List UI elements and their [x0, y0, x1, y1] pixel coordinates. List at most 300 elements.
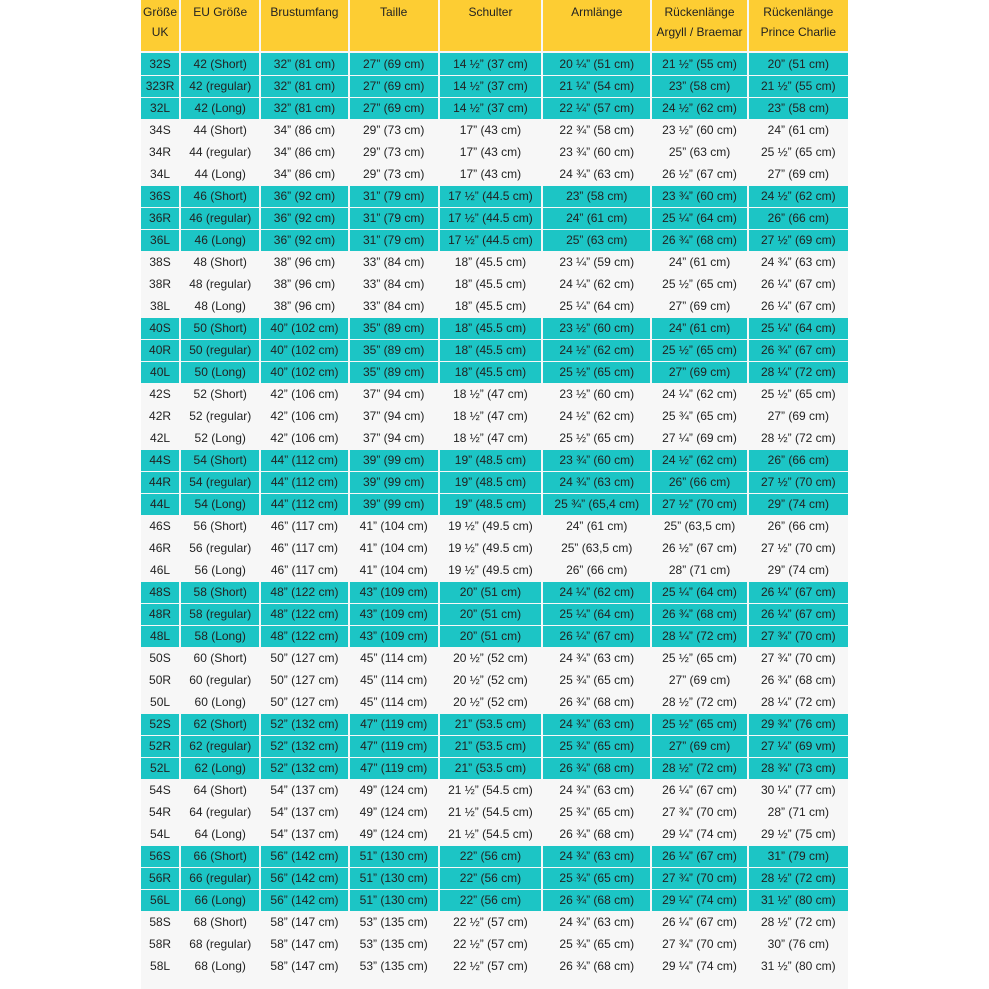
- table-cell: 24 ¾” (63 cm): [543, 471, 650, 493]
- table-cell: 36” (92 cm): [261, 185, 347, 207]
- table-cell: 40” (102 cm): [261, 361, 347, 383]
- table-cell: 25 ¾” (65 cm): [559, 937, 635, 951]
- table-cell: 25 ½” (65 cm): [543, 361, 650, 383]
- table-cell: 37” (94 cm): [363, 409, 425, 423]
- table-cell: 53” (135 cm): [359, 959, 428, 973]
- table-cell: 20 ½” (52 cm): [453, 695, 528, 709]
- size-chart-body: [141, 53, 848, 977]
- table-cell: 19” (48.5 cm): [440, 493, 541, 515]
- table-row: [141, 75, 848, 97]
- table-cell: 26 ¼” (67 cm): [749, 581, 848, 603]
- table-cell: 54 (Short): [181, 449, 259, 471]
- table-cell: 24 ¾” (63 cm): [559, 651, 635, 665]
- table-cell: 51” (130 cm): [350, 845, 438, 867]
- table-cell: 25 ¼” (64 cm): [652, 207, 746, 229]
- table-cell: 56” (142 cm): [261, 845, 347, 867]
- table-row: [141, 53, 848, 75]
- table-cell: 40S: [141, 317, 179, 339]
- table-cell: 68 (Long): [194, 959, 246, 973]
- table-cell: 24 ½” (62 cm): [652, 449, 746, 471]
- table-cell: 50R: [149, 673, 172, 687]
- table-cell: 24” (61 cm): [543, 207, 650, 229]
- table-cell: 46 (Short): [181, 185, 259, 207]
- table-cell: 50 (Long): [181, 361, 259, 383]
- table-cell: 52” (132 cm): [261, 735, 347, 757]
- table-cell: 26 ¼” (67 cm): [760, 277, 836, 291]
- table-cell: 58 (Long): [181, 625, 259, 647]
- table-cell: 42 (Long): [181, 97, 259, 119]
- table-cell: 36” (92 cm): [261, 229, 347, 251]
- table-cell: 38L: [150, 299, 171, 313]
- table-cell: 24 ¾” (63 cm): [559, 167, 635, 181]
- table-cell: 25 ½” (65 cm): [662, 651, 737, 665]
- table-cell: 49” (124 cm): [359, 805, 428, 819]
- table-row: [141, 515, 848, 537]
- table-cell: 31” (79 cm): [350, 207, 438, 229]
- table-cell: 27 ¾” (70 cm): [652, 867, 746, 889]
- table-cell: 26 ¾” (68 cm): [559, 695, 635, 709]
- table-row: [141, 559, 848, 581]
- table-cell: 38S: [149, 255, 171, 269]
- header-shoulder: Schulter: [440, 0, 541, 53]
- table-cell: 23 ½” (60 cm): [662, 123, 737, 137]
- table-cell: 58S: [149, 915, 171, 929]
- table-cell: 31” (79 cm): [350, 229, 438, 251]
- table-cell: 53” (135 cm): [359, 915, 428, 929]
- table-cell: 26 ¾” (68 cm): [543, 757, 650, 779]
- table-cell: 23 ¾” (60 cm): [652, 185, 746, 207]
- table-cell: 46S: [149, 519, 171, 533]
- table-cell: 48” (122 cm): [261, 603, 347, 625]
- table-cell: 27 ¾” (70 cm): [662, 805, 737, 819]
- table-cell: 54” (137 cm): [270, 783, 339, 797]
- table-cell: 25 ¼” (64 cm): [749, 317, 848, 339]
- table-cell: 49” (124 cm): [359, 827, 428, 841]
- table-cell: 54” (137 cm): [270, 805, 339, 819]
- table-cell: 28 ¾” (73 cm): [749, 757, 848, 779]
- table-cell: 17” (43 cm): [459, 123, 522, 137]
- table-cell: 23 ½” (60 cm): [543, 317, 650, 339]
- table-cell: 50” (127 cm): [270, 695, 339, 709]
- table-cell: 25 ¾” (65 cm): [662, 409, 737, 423]
- table-cell: 25 ¾” (65 cm): [543, 867, 650, 889]
- table-cell: 27 ¾” (70 cm): [760, 651, 836, 665]
- table-cell: 31 ½” (80 cm): [749, 889, 848, 911]
- table-cell: 24 ¾” (63 cm): [543, 845, 650, 867]
- table-cell: 54 (Long): [181, 493, 259, 515]
- table-cell: 45” (114 cm): [360, 673, 428, 687]
- table-cell: 24 ¼” (62 cm): [559, 277, 635, 291]
- table-cell: 25 ¾” (65 cm): [543, 735, 650, 757]
- table-cell: 24 ½” (62 cm): [749, 185, 848, 207]
- table-cell: 28 ¼” (72 cm): [652, 625, 746, 647]
- table-cell: 19” (48.5 cm): [440, 449, 541, 471]
- table-cell: 24” (61 cm): [767, 123, 829, 137]
- table-cell: 27” (69 cm): [767, 409, 829, 423]
- table-cell: 60 (Short): [193, 651, 247, 665]
- table-cell: 24 ¾” (63 cm): [559, 915, 635, 929]
- table-cell: 18 ½” (47 cm): [453, 409, 528, 423]
- table-cell: 33” (84 cm): [363, 299, 425, 313]
- table-cell: 20” (51 cm): [440, 581, 541, 603]
- table-cell: 58 (Short): [181, 581, 259, 603]
- table-cell: 25 ½” (65 cm): [760, 145, 836, 159]
- table-cell: 44L: [141, 493, 179, 515]
- table-cell: 35” (89 cm): [350, 361, 438, 383]
- size-chart-table: [139, 0, 850, 977]
- table-cell: 24 ¾” (63 cm): [543, 713, 650, 735]
- table-cell: 29” (74 cm): [749, 493, 848, 515]
- table-row: [141, 735, 848, 757]
- table-cell: 64 (Long): [194, 827, 246, 841]
- table-cell: 22 ½” (57 cm): [453, 915, 528, 929]
- table-cell: 48 (Short): [193, 255, 247, 269]
- table-cell: 27 ¼” (69 vm): [749, 735, 848, 757]
- table-cell: 17 ½” (44.5 cm): [440, 207, 541, 229]
- table-cell: 62 (Short): [181, 713, 259, 735]
- table-cell: 32” (81 cm): [261, 97, 347, 119]
- header-chest: Brustumfang: [261, 0, 347, 53]
- table-cell: 42S: [149, 387, 171, 401]
- table-cell: 22 ½” (57 cm): [453, 959, 528, 973]
- table-cell: 21 ¼” (54 cm): [543, 75, 650, 97]
- table-cell: 14 ½” (37 cm): [440, 97, 541, 119]
- table-cell: 40L: [141, 361, 179, 383]
- table-cell: 27” (69 cm): [668, 673, 731, 687]
- table-cell: 42” (106 cm): [270, 409, 339, 423]
- table-cell: 54S: [149, 783, 171, 797]
- table-cell: 44” (112 cm): [261, 471, 347, 493]
- table-cell: 39” (99 cm): [350, 493, 438, 515]
- table-cell: 24” (61 cm): [668, 255, 731, 269]
- table-cell: 25” (63,5 cm): [561, 541, 633, 555]
- table-cell: 27” (69 cm): [350, 53, 438, 75]
- table-cell: 26 ¾” (67 cm): [749, 339, 848, 361]
- table-cell: 39” (99 cm): [350, 471, 438, 493]
- table-cell: 26 ¼” (67 cm): [662, 783, 737, 797]
- table-cell: 42L: [150, 431, 171, 445]
- table-cell: 40” (102 cm): [261, 317, 347, 339]
- table-row: [141, 185, 848, 207]
- table-cell: 25 ½” (65 cm): [652, 713, 746, 735]
- header-back-argyll: Rückenlänge Argyll / Braemar: [652, 0, 746, 53]
- table-cell: 56 (regular): [189, 541, 252, 555]
- table-row: [141, 581, 848, 603]
- table-row: [141, 845, 848, 867]
- table-cell: 31 ½” (80 cm): [760, 959, 836, 973]
- table-cell: 29 ½” (75 cm): [760, 827, 836, 841]
- table-cell: 66 (regular): [181, 867, 259, 889]
- table-cell: 27 ½” (69 cm): [749, 229, 848, 251]
- table-cell: 48R: [141, 603, 179, 625]
- table-cell: 44” (112 cm): [261, 449, 347, 471]
- table-cell: 49” (124 cm): [359, 783, 428, 797]
- table-cell: 44 (Long): [194, 167, 246, 181]
- table-cell: 41” (104 cm): [359, 563, 428, 577]
- table-row: [141, 361, 848, 383]
- table-cell: 38R: [149, 277, 172, 291]
- table-cell: 48L: [141, 625, 179, 647]
- table-cell: 36” (92 cm): [261, 207, 347, 229]
- table-cell: 25 ½” (65 cm): [652, 339, 746, 361]
- table-cell: 62 (regular): [181, 735, 259, 757]
- table-cell: 23” (58 cm): [543, 185, 650, 207]
- table-cell: 24 ¾” (63 cm): [760, 255, 836, 269]
- table-cell: 54R: [149, 805, 172, 819]
- table-row: [141, 317, 848, 339]
- table-row: [141, 449, 848, 471]
- table-cell: 23 ½” (60 cm): [559, 387, 635, 401]
- table-cell: 34L: [150, 167, 171, 181]
- table-cell: 21” (53.5 cm): [440, 757, 541, 779]
- header-sleeve: Armlänge: [543, 0, 650, 53]
- table-cell: 48 (Long): [194, 299, 246, 313]
- table-row: [141, 141, 848, 163]
- table-cell: 50L: [150, 695, 171, 709]
- table-cell: 24 ¾” (63 cm): [559, 783, 635, 797]
- table-cell: 44S: [141, 449, 179, 471]
- table-cell: 18” (45.5 cm): [454, 299, 527, 313]
- table-cell: 40” (102 cm): [261, 339, 347, 361]
- table-cell: 22 ¼” (57 cm): [543, 97, 650, 119]
- table-cell: 58” (147 cm): [270, 959, 339, 973]
- table-cell: 24” (61 cm): [652, 317, 746, 339]
- table-cell: 56S: [141, 845, 179, 867]
- table-cell: 53” (135 cm): [359, 937, 428, 951]
- table-row: [141, 889, 848, 911]
- table-cell: 56R: [141, 867, 179, 889]
- table-cell: 25” (63 cm): [668, 145, 731, 159]
- table-cell: 34” (86 cm): [273, 123, 336, 137]
- table-row: [141, 625, 848, 647]
- table-cell: 27” (69 cm): [767, 167, 829, 181]
- table-cell: 25 ¾” (65 cm): [559, 673, 635, 687]
- table-cell: 21 ½” (54.5 cm): [448, 783, 533, 797]
- table-cell: 19 ½” (49.5 cm): [448, 563, 533, 577]
- table-cell: 62 (Long): [181, 757, 259, 779]
- table-cell: 56 (Short): [193, 519, 247, 533]
- table-cell: 45” (114 cm): [360, 651, 428, 665]
- table-cell: 26 ¼” (67 cm): [652, 845, 746, 867]
- table-cell: 34” (86 cm): [273, 145, 336, 159]
- table-cell: 27 ½” (70 cm): [652, 493, 746, 515]
- table-cell: 32” (81 cm): [261, 53, 347, 75]
- table-cell: 18” (45.5 cm): [454, 277, 527, 291]
- table-cell: 23” (58 cm): [652, 75, 746, 97]
- table-row: [141, 911, 848, 933]
- table-row: [141, 493, 848, 515]
- table-cell: 28 ½” (72 cm): [760, 431, 836, 445]
- table-row: [141, 383, 848, 405]
- table-cell: 21 ½” (55 cm): [749, 75, 848, 97]
- table-cell: 44” (112 cm): [261, 493, 347, 515]
- table-cell: 24 ½” (62 cm): [652, 97, 746, 119]
- table-cell: 28 ½” (72 cm): [760, 915, 836, 929]
- table-cell: 60 (Long): [194, 695, 246, 709]
- table-cell: 25 ¼” (64 cm): [652, 581, 746, 603]
- table-cell: 26 ¼” (67 cm): [662, 915, 737, 929]
- table-cell: 56” (142 cm): [261, 889, 347, 911]
- table-cell: 44 (regular): [189, 145, 252, 159]
- table-cell: 52 (Short): [193, 387, 247, 401]
- table-cell: 42R: [149, 409, 172, 423]
- table-cell: 26 ¾” (68 cm): [559, 959, 635, 973]
- table-row: [141, 251, 848, 273]
- table-cell: 38” (96 cm): [273, 299, 336, 313]
- table-cell: 26 ¼” (67 cm): [760, 299, 836, 313]
- table-cell: 25 ¾” (65 cm): [559, 805, 635, 819]
- table-cell: 58” (147 cm): [270, 937, 339, 951]
- table-cell: 56L: [141, 889, 179, 911]
- table-cell: 46 (regular): [181, 207, 259, 229]
- table-cell: 28” (71 cm): [668, 563, 731, 577]
- table-cell: 23 ¾” (60 cm): [559, 145, 635, 159]
- table-cell: 27 ½” (70 cm): [749, 471, 848, 493]
- table-cell: 40R: [141, 339, 179, 361]
- table-cell: 29 ¼” (74 cm): [662, 959, 737, 973]
- table-cell: 18” (45.5 cm): [454, 255, 527, 269]
- table-cell: 30” (76 cm): [767, 937, 829, 951]
- table-cell: 18 ½” (47 cm): [453, 387, 528, 401]
- table-cell: 66 (Short): [181, 845, 259, 867]
- table-cell: 38” (96 cm): [273, 277, 336, 291]
- table-cell: 42” (106 cm): [270, 431, 339, 445]
- table-cell: 27” (69 cm): [350, 75, 438, 97]
- table-cell: 48 (regular): [189, 277, 252, 291]
- table-cell: 54 (regular): [181, 471, 259, 493]
- table-cell: 29” (73 cm): [363, 145, 425, 159]
- table-row: [141, 273, 848, 295]
- table-cell: 29” (73 cm): [363, 123, 425, 137]
- header-waist: Taille: [350, 0, 438, 53]
- table-row: [141, 669, 848, 691]
- table-row: [141, 955, 848, 977]
- table-cell: 27” (69 cm): [668, 299, 731, 313]
- table-cell: 46L: [150, 563, 171, 577]
- table-cell: 56” (142 cm): [261, 867, 347, 889]
- table-cell: 64 (regular): [189, 805, 252, 819]
- header-size-eu: EU Größe: [181, 0, 259, 53]
- table-cell: 25 ½” (65 cm): [559, 431, 635, 445]
- table-row: [141, 471, 848, 493]
- table-cell: 37” (94 cm): [363, 387, 425, 401]
- table-cell: 41” (104 cm): [359, 519, 428, 533]
- table-cell: 26 ¾” (68 cm): [652, 229, 746, 251]
- table-cell: 37” (94 cm): [363, 431, 425, 445]
- table-cell: 26 ¾” (68 cm): [543, 889, 650, 911]
- table-cell: 48” (122 cm): [261, 581, 347, 603]
- table-cell: 26 ½” (67 cm): [662, 167, 737, 181]
- table-cell: 28 ½” (72 cm): [749, 867, 848, 889]
- table-cell: 32L: [141, 97, 179, 119]
- table-cell: 24 ½” (62 cm): [559, 409, 635, 423]
- table-cell: 35” (89 cm): [350, 317, 438, 339]
- table-row: [141, 713, 848, 735]
- table-cell: 52” (132 cm): [261, 713, 347, 735]
- table-cell: 46 (Long): [181, 229, 259, 251]
- table-cell: 18 ½” (47 cm): [453, 431, 528, 445]
- table-row: [141, 757, 848, 779]
- table-cell: 18” (45.5 cm): [440, 339, 541, 361]
- table-cell: 30 ¼” (77 cm): [760, 783, 836, 797]
- table-cell: 50 (Short): [181, 317, 259, 339]
- table-cell: 20” (51 cm): [749, 53, 848, 75]
- table-cell: 27 ¼” (69 cm): [662, 431, 737, 445]
- table-cell: 20 ½” (52 cm): [453, 673, 528, 687]
- table-row: [141, 207, 848, 229]
- table-cell: 50S: [149, 651, 171, 665]
- table-cell: 43” (109 cm): [350, 625, 438, 647]
- table-cell: 36L: [141, 229, 179, 251]
- table-row: [141, 163, 848, 185]
- table-cell: 36S: [141, 185, 179, 207]
- table-cell: 25 ½” (65 cm): [662, 277, 737, 291]
- table-cell: 26 ¼” (67 cm): [543, 625, 650, 647]
- table-cell: 66 (Long): [181, 889, 259, 911]
- table-cell: 50” (127 cm): [270, 651, 339, 665]
- table-row: [141, 119, 848, 141]
- table-cell: 27 ¾” (70 cm): [749, 625, 848, 647]
- table-row: [141, 405, 848, 427]
- table-cell: 46” (117 cm): [270, 563, 339, 577]
- table-row: [141, 647, 848, 669]
- table-cell: 46” (117 cm): [270, 519, 339, 533]
- table-cell: 38” (96 cm): [273, 255, 336, 269]
- table-cell: 20” (51 cm): [440, 625, 541, 647]
- header-back-prince-charlie: Rückenlänge Prince Charlie: [749, 0, 848, 53]
- table-cell: 33” (84 cm): [363, 255, 425, 269]
- table-cell: 27” (69 cm): [350, 97, 438, 119]
- table-cell: 51” (130 cm): [350, 867, 438, 889]
- table-cell: 26” (66 cm): [566, 563, 628, 577]
- table-cell: 52 (regular): [189, 409, 252, 423]
- table-cell: 25 ¼” (64 cm): [559, 299, 635, 313]
- table-cell: 20 ¼” (51 cm): [543, 53, 650, 75]
- table-cell: 28” (71 cm): [767, 805, 829, 819]
- table-cell: 52S: [141, 713, 179, 735]
- table-cell: 33” (84 cm): [363, 277, 425, 291]
- table-cell: 21 ½” (54.5 cm): [448, 805, 533, 819]
- table-cell: 47” (119 cm): [350, 713, 438, 735]
- table-row: [141, 295, 848, 317]
- size-chart-container: [141, 0, 848, 989]
- table-cell: 58 (regular): [181, 603, 259, 625]
- table-cell: 27 ¾” (70 cm): [662, 937, 737, 951]
- table-cell: 26 ½” (67 cm): [662, 541, 737, 555]
- table-cell: 21 ½” (54.5 cm): [448, 827, 533, 841]
- table-cell: 52” (132 cm): [261, 757, 347, 779]
- table-cell: 52L: [141, 757, 179, 779]
- table-cell: 32S: [141, 53, 179, 75]
- table-cell: 25” (63 cm): [543, 229, 650, 251]
- table-cell: 24 ¼” (62 cm): [662, 387, 737, 401]
- table-cell: 47” (119 cm): [350, 735, 438, 757]
- table-cell: 17” (43 cm): [459, 145, 522, 159]
- table-cell: 22 ½” (57 cm): [453, 937, 528, 951]
- table-cell: 27” (69 cm): [652, 735, 746, 757]
- table-cell: 18” (45.5 cm): [440, 317, 541, 339]
- table-cell: 58L: [150, 959, 171, 973]
- table-cell: 68 (regular): [189, 937, 252, 951]
- table-row: [141, 603, 848, 625]
- table-cell: 34S: [149, 123, 171, 137]
- table-cell: 25 ¾” (65,4 cm): [543, 493, 650, 515]
- table-cell: 17 ½” (44.5 cm): [440, 185, 541, 207]
- table-cell: 17” (43 cm): [459, 167, 522, 181]
- table-cell: 50” (127 cm): [270, 673, 339, 687]
- table-cell: 52R: [141, 735, 179, 757]
- table-cell: 21” (53.5 cm): [440, 713, 541, 735]
